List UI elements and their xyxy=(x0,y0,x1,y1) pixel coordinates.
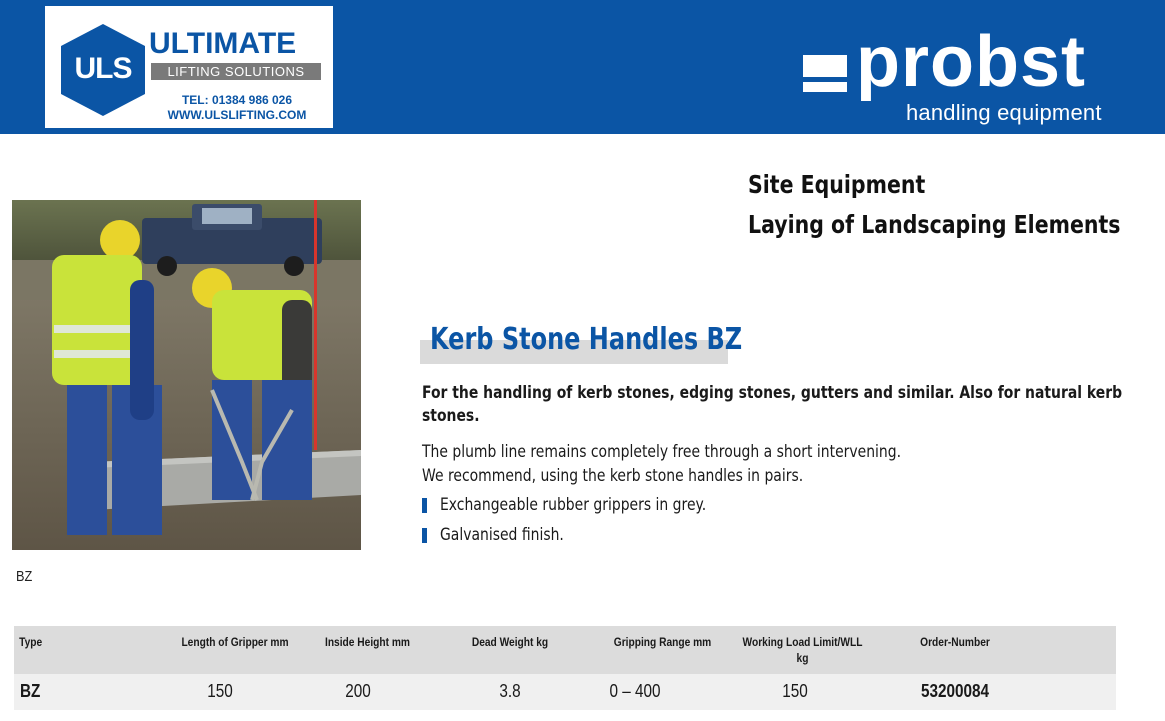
product-title: Kerb Stone Handles BZ xyxy=(430,322,743,357)
probst-mark-icon xyxy=(803,55,847,92)
header-wll: Working Load Limit/WLL kg xyxy=(742,635,863,665)
body-line-1: The plumb line remains completely free through a short intervening. xyxy=(422,442,902,462)
header-dead-weight: Dead Weight kg xyxy=(471,635,549,649)
probst-subtitle: handling equipment xyxy=(906,100,1102,125)
cell-inside-height: 200 xyxy=(345,681,371,701)
product-title-block xyxy=(420,318,743,366)
cell-dead-weight: 3.8 xyxy=(499,681,521,701)
product-lead-text: For the handling of kerb stones, edging stones, gutters and similar. Also for natural kerb stones. xyxy=(422,383,1123,426)
header-order-number: Order-Number xyxy=(920,635,990,649)
product-body-text xyxy=(422,440,1127,488)
section-title-line1: Site Equipment xyxy=(748,170,926,199)
cell-wll: 150 xyxy=(782,681,808,701)
section-title-line2: Laying of Landscaping Elements xyxy=(748,210,1121,239)
cell-length: 150 xyxy=(207,681,233,701)
bullet-mark-icon xyxy=(422,528,427,543)
photo-caption: BZ xyxy=(16,568,33,585)
uls-company-name: ULTIMATE xyxy=(149,27,297,60)
uls-phone: TEL: 01384 986 026 xyxy=(181,93,293,107)
cell-gripping-range: 0 – 400 xyxy=(609,681,661,701)
cell-type: BZ xyxy=(20,681,41,701)
bullet-mark-icon xyxy=(422,498,427,513)
cell-order-number[interactable]: 53200084 xyxy=(920,681,990,701)
header-length: Length of Gripper mm xyxy=(181,635,289,649)
header-type: Type xyxy=(19,635,43,649)
uls-badge-text: ULS xyxy=(74,52,132,85)
feature-bullet-text: Galvanised finish. xyxy=(440,525,564,545)
uls-website[interactable]: WWW.ULSLIFTING.COM xyxy=(167,108,307,122)
body-line-2: We recommend, using the kerb stone handles in pairs. xyxy=(422,466,804,486)
product-photo xyxy=(12,200,361,550)
probst-wordmark: probst xyxy=(856,22,1086,102)
uls-logo[interactable] xyxy=(45,6,333,128)
header-gripping-range: Gripping Range mm xyxy=(613,635,712,649)
feature-bullet-text: Exchangeable rubber grippers in grey. xyxy=(440,495,707,515)
header-inside-height: Inside Height mm xyxy=(324,635,410,649)
header-banner xyxy=(0,0,1165,134)
uls-tagline: LIFTING SOLUTIONS xyxy=(151,63,321,80)
